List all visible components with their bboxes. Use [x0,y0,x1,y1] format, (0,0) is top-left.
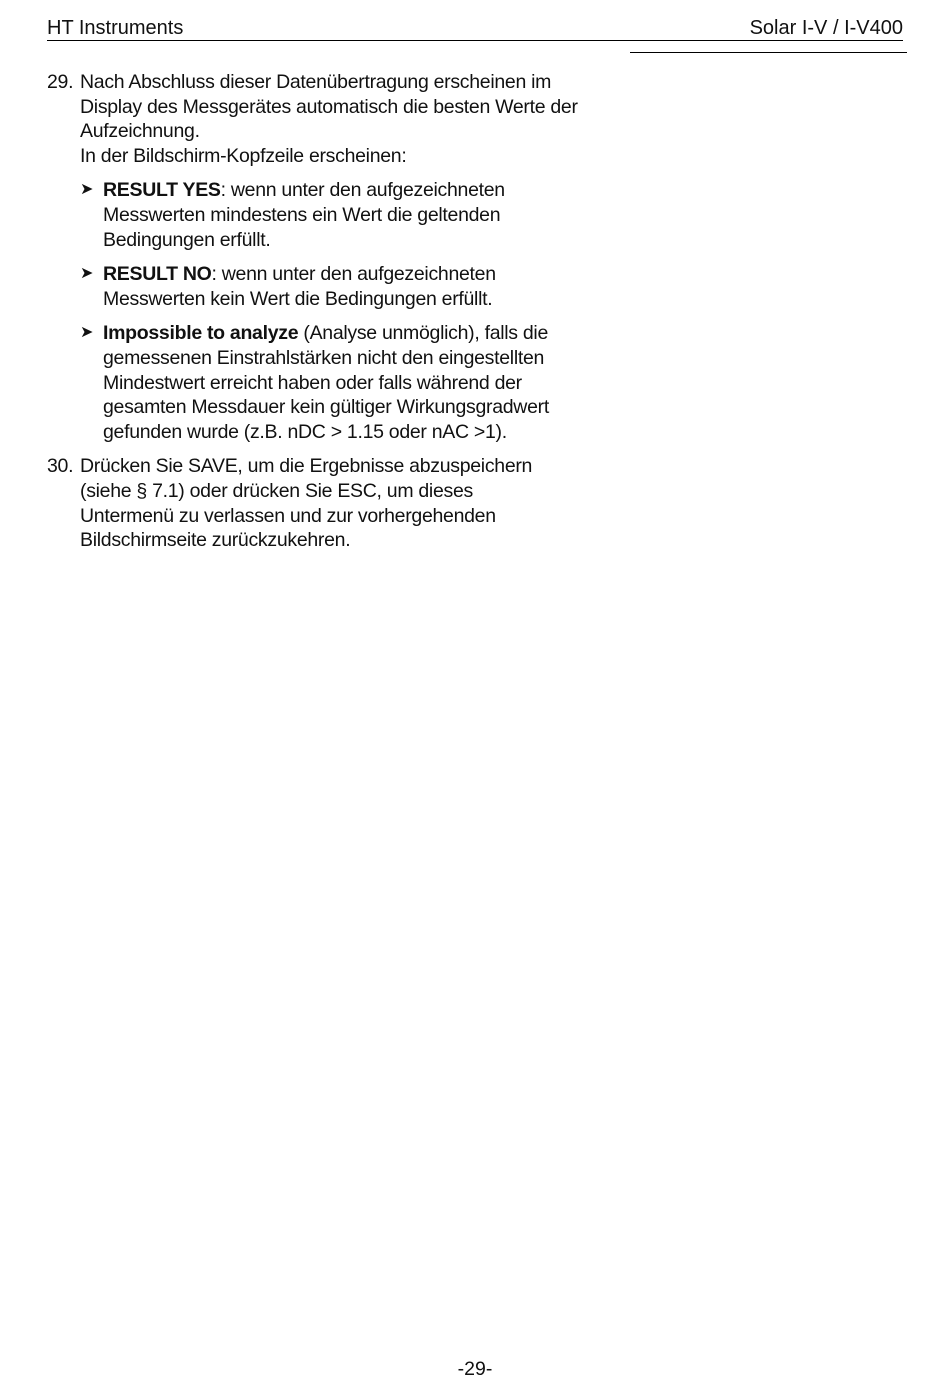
header-divider [630,52,907,53]
step-number: 29. [47,71,74,93]
step-29 [47,70,632,444]
arrow-bullet-icon: ➤ [80,181,94,199]
bullet-text-line: Messwerten mindestens ein Wert die geltenden [103,203,501,226]
bullet-result-yes [80,178,632,252]
bullet-text-line: gesamten Messdauer kein gültiger Wirkungsgradwert [103,396,549,419]
bullet-text-line: gemessenen Einstrahlstärken nicht den eingestellten [103,346,545,369]
step-text-line: Untermenü zu verlassen und zur vorhergehenden [80,504,496,527]
step-text-line: (siehe § 7.1) oder drücken Sie ESC, um dieses [80,479,473,502]
header-company: HT Instruments [47,17,184,39]
step-text-line: In der Bildschirm-Kopfzeile erscheinen: [80,144,407,167]
page-header [47,16,903,41]
bullet-text-line: gefunden wurde (z.B. nDC > 1.15 oder nAC >1). [103,420,507,443]
step-30 [47,454,632,552]
step-text-line: Aufzeichnung. [80,120,200,143]
page-number: -29- [457,1358,493,1380]
step-number: 30. [47,455,74,478]
bullet-text: : wenn unter den aufgezeichneten [211,263,496,286]
bullet-text-line: Mindestwert erreicht haben oder falls während der [103,371,522,394]
bullet-result-no [80,262,632,311]
bullet-term: Impossible to analyze [103,322,299,345]
step-text-line: Bildschirmseite zurückzukehren. [80,529,351,552]
document-body [47,70,632,553]
bullet-text: : wenn unter den aufgezeichneten [220,179,505,202]
arrow-bullet-icon: ➤ [80,265,94,283]
step-text-line: Drücken Sie SAVE, um die Ergebnisse abzuspeichern [80,455,533,478]
step-text-line: Display des Messgerätes automatisch die besten Werte der [80,95,578,118]
result-bullet-list [80,178,632,444]
bullet-text: (Analyse unmöglich), falls die [298,322,548,345]
step-text-line: Nach Abschluss dieser Datenübertragung erscheinen im [80,71,552,93]
header-product: Solar I-V / I-V400 [749,17,903,39]
bullet-text-line: Bedingungen erfüllt. [103,228,271,251]
bullet-impossible-to-analyze [80,321,632,444]
bullet-term: RESULT NO [103,263,212,286]
bullet-text-line: Messwerten kein Wert die Bedingungen erfüllt. [103,287,493,310]
arrow-bullet-icon: ➤ [80,324,94,342]
bullet-term: RESULT YES [103,179,221,202]
